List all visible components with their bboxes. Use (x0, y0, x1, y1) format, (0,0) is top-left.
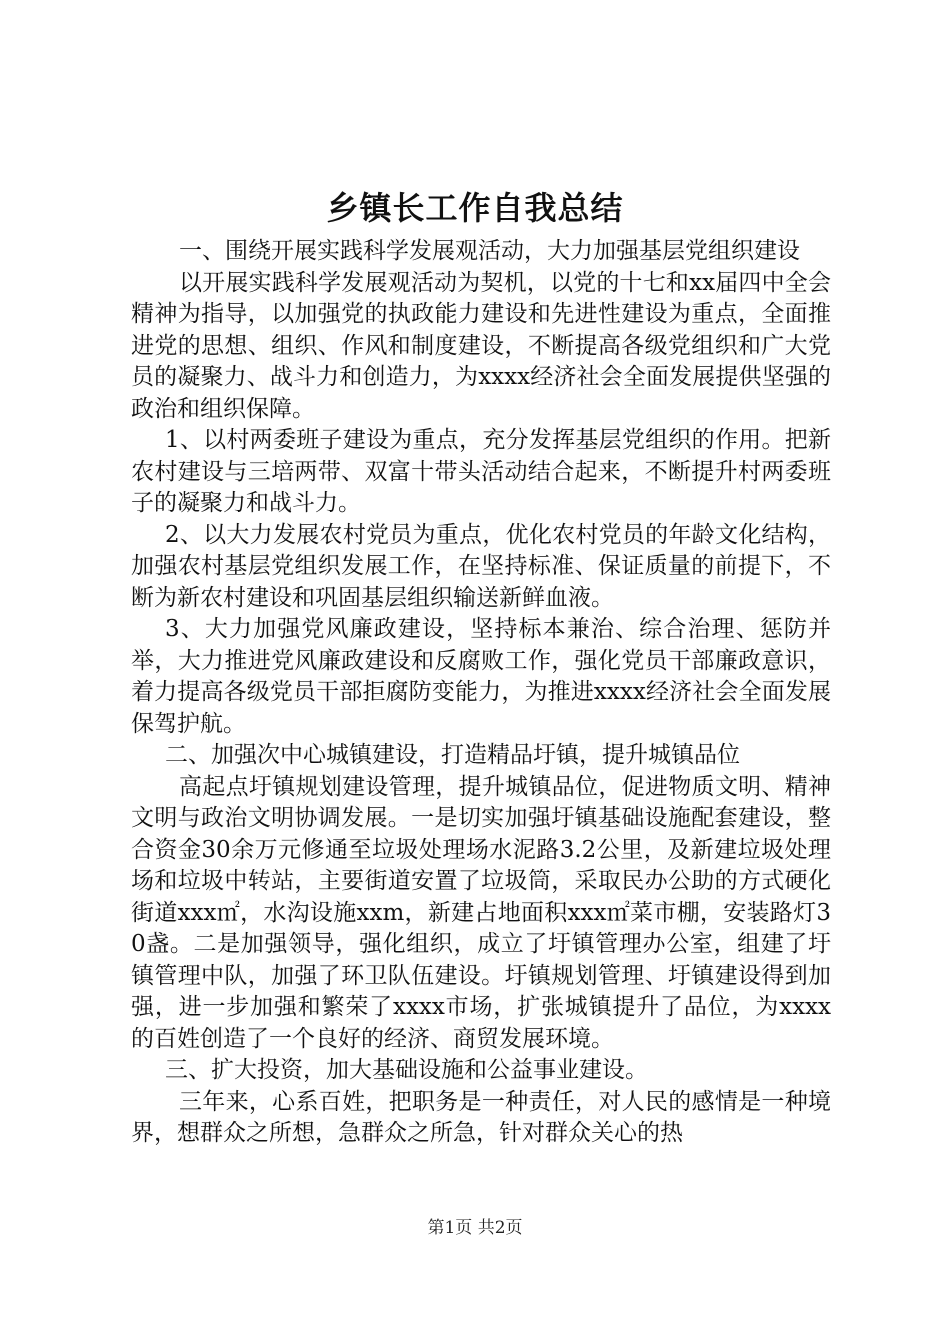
paragraph-2: 高起点圩镇规划建设管理，提升城镇品位，促进物质文明、精神文明与政治文明协调发展。一是切实加强圩镇基础设施配套建设，整合资金30余万元修通至垃圾处理场水泥路3.2公里，及新建垃圾处理场和垃圾中转站，主要街道安置了垃圾筒，采取民办公助的方式硬化街道xxx㎡，水沟设施xxm，新建占地面积xxx㎡菜市棚，安装路灯30盏。二是加强领导，强化组织，成立了圩镇管理办公室，组建了圩镇管理中队，加强了环卫队伍建设。圩镇规划管理、圩镇建设得到加强，进一步加强和繁荣了xxxx市场，扩张城镇提升了品位，为xxxx的百姓创造了一个良好的经济、商贸发展环境。 (131, 773, 831, 1052)
heading-section-1: 一、围绕开展实践科学发展观活动，大力加强基层党组织建设 (179, 238, 800, 264)
paragraph-1: 以开展实践科学发展观活动为契机，以党的十七和xx届四中全会精神为指导，以加强党的执政能力建设和先进性建设为重点，全面推进党的思想、组织、作风和制度建设，不断提高各级党组织和广大党员的凝聚力、战斗力和创造力，为xxxx经济社会全面发展提供坚强的政治和组织保障。 (131, 269, 831, 422)
paragraph-item-3: 3、大力加强党风廉政建设，坚持标本兼治、综合治理、惩防并举，大力推进党风廉政建设和反腐败工作，强化党员干部廉政意识，着力提高各级党员干部拒腐防变能力，为推进xxxx经济社会全面发展保驾护航。 (131, 616, 831, 737)
heading-section-3: 三、扩大投资，加大基础设施和公益事业建设。 (165, 1057, 648, 1083)
page-footer: 第1页 共2页 (427, 1218, 523, 1238)
document-title: 乡镇长工作自我总结 (326, 189, 624, 227)
paragraph-3: 三年来，心系百姓，把职务是一种责任，对人民的感情是一种境界，想群众之所想，急群众之所急，针对群众关心的热 (131, 1088, 831, 1146)
paragraph-item-1: 1、以村两委班子建设为重点，充分发挥基层党组织的作用。把新农村建设与三培两带、双富十带头活动结合起来，不断提升村两委班子的凝聚力和战斗力。 (131, 427, 831, 516)
heading-section-2: 二、加强次中心城镇建设，打造精品圩镇，提升城镇品位 (165, 742, 740, 768)
paragraph-item-2: 2、以大力发展农村党员为重点，优化农村党员的年龄文化结构，加强农村基层党组织发展工作，在坚持标准、保证质量的前提下，不断为新农村建设和巩固基层组织输送新鲜血液。 (131, 521, 831, 611)
document-body (131, 236, 831, 1150)
